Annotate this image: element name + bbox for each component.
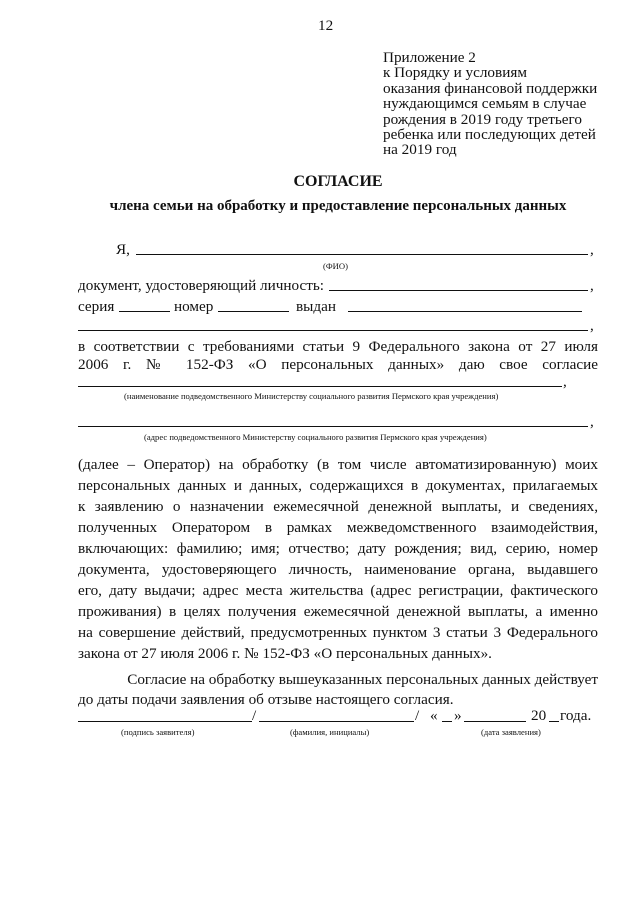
body-line: проживания) в целях получения ежемесячной денежной выплаты, а именно xyxy=(78,603,598,620)
name-input-line[interactable] xyxy=(259,721,414,722)
issued-continuation-line[interactable] xyxy=(78,330,588,331)
quote-open: « xyxy=(430,707,438,724)
signature-input-line[interactable] xyxy=(78,721,252,722)
validity-line: до даты подачи заявления об отзыве настоящего согласия. xyxy=(78,691,454,708)
body-line: к заявлению о назначении ежемесячной денежной выплаты, и сведениях, xyxy=(78,498,598,515)
appendix-line: оказания финансовой поддержки xyxy=(383,79,598,97)
appendix-line: к Порядку и условиям xyxy=(383,64,527,82)
signature-caption: (подпись заявителя) xyxy=(121,727,195,737)
slash: / xyxy=(252,707,257,724)
comma: , xyxy=(590,277,594,294)
name-caption: (фамилия, инициалы) xyxy=(290,727,370,737)
document-label: документ, удостоверяющий личность: xyxy=(78,277,325,294)
consent-line: в соответствии с требованиями статьи 9 Федерального закона от 27 июля xyxy=(78,338,598,355)
series-input-line[interactable] xyxy=(119,311,170,312)
institution-caption: (наименование подведомственного Министерству социального развития Пермского края учреждения) xyxy=(124,391,499,401)
issued-label: выдан xyxy=(296,298,336,315)
body-line: полученных Оператором в рамках межведомственного взаимодействия, xyxy=(78,519,598,536)
issued-input-line[interactable] xyxy=(348,311,582,312)
appendix-line: Приложение 2 xyxy=(383,49,476,66)
month-input-line[interactable] xyxy=(464,721,526,722)
validity-line: Согласие на обработку вышеуказанных персональных данных действует xyxy=(127,671,598,688)
year-prefix: 20 xyxy=(531,707,547,724)
institution-input-line[interactable] xyxy=(78,386,562,387)
appendix-line: нуждающимся семьям в случае xyxy=(383,95,587,113)
page-number: 12 xyxy=(318,17,334,34)
body-line: документа, удостоверяющего личность, наименование органа, выдавшего xyxy=(78,561,598,578)
quote-close: » xyxy=(454,707,462,724)
appendix-line: на 2019 год xyxy=(383,141,457,159)
body-last-line: закона от 27 июля 2006 г. № 152-ФЗ «О персональных данных». xyxy=(78,645,492,662)
document-input-line[interactable] xyxy=(329,290,588,291)
series-label: серия xyxy=(78,298,115,315)
comma: , xyxy=(590,317,594,334)
comma: , xyxy=(590,241,594,258)
address-input-line[interactable] xyxy=(78,426,588,427)
comma: , xyxy=(563,373,567,390)
appendix-line: рождения в 2019 году третьего xyxy=(383,110,582,128)
appendix-line: ребенка или последующих детей xyxy=(383,126,596,144)
fio-caption: (ФИО) xyxy=(323,261,348,271)
number-label: номер xyxy=(174,298,214,315)
body-line: его, дату выдачи; адрес места жительства (адрес регистрации, фактического xyxy=(78,582,598,599)
date-caption: (дата заявления) xyxy=(481,727,541,737)
body-line: (далее – Оператор) на обработку (в том числе автоматизированную) моих xyxy=(78,456,598,473)
consent-line: 2006 г. № 152-ФЗ «О персональных данных» даю свое согласие xyxy=(78,356,598,373)
fio-input-line[interactable] xyxy=(136,254,588,255)
address-caption: (адрес подведомственного Министерству социального развития Пермского края учреждения) xyxy=(144,432,487,442)
i-label: Я, xyxy=(116,241,130,258)
day-input-line[interactable] xyxy=(442,721,452,722)
comma: , xyxy=(590,413,594,430)
body-line: персональных данных и данных, содержащихся в документах, прилагаемых xyxy=(78,477,598,494)
body-line: включающих: фамилию; имя; отчество; дату рождения; вид, серию, номер xyxy=(78,540,598,557)
document-title: СОГЛАСИЕ xyxy=(293,173,383,190)
year-input-line[interactable] xyxy=(549,721,559,722)
slash: / xyxy=(415,707,420,724)
appendix-block xyxy=(383,50,597,158)
year-suffix: года. xyxy=(560,707,592,724)
body-line: на совершение действий, предусмотренных пунктом 3 статьи 3 Федерального xyxy=(78,624,598,641)
document-subtitle: члена семьи на обработку и предоставление персональных данных xyxy=(109,198,567,214)
number-input-line[interactable] xyxy=(218,311,289,312)
